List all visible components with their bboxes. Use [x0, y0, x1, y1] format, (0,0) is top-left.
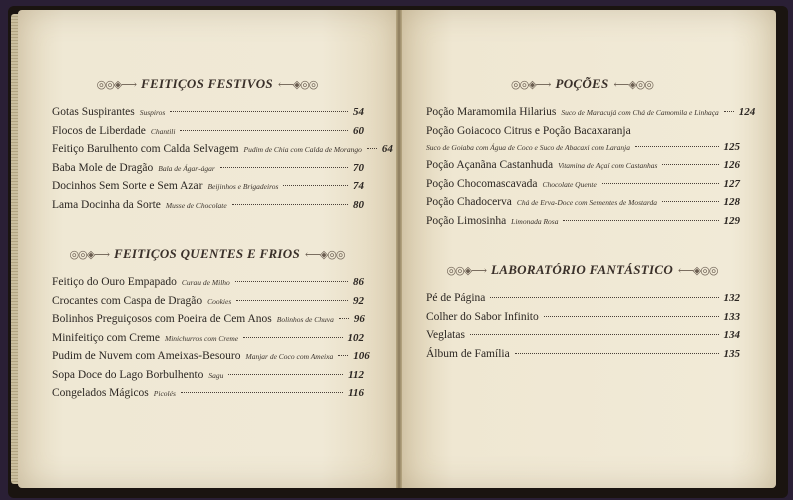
entry-name: Pé de Página: [426, 292, 486, 304]
entry-page-number: 125: [723, 140, 740, 153]
section-title-text: FEITIÇOS FESTIVOS: [141, 76, 273, 91]
dot-leader: [490, 297, 718, 298]
toc-entry: [426, 159, 740, 178]
entry-subtitle: Pudim de Chia com Calda de Morango: [243, 145, 362, 154]
entry-subtitle: Chá de Erva-Doce com Sementes de Mostarda: [516, 198, 658, 207]
entry-subtitle: Suco de Goiaba com Água de Coco e Suco de Abacaxi com Laranja: [426, 142, 630, 152]
toc-entry: [52, 350, 370, 369]
toc-entry: [426, 125, 740, 141]
entry-name: Baba Mole de Dragão: [52, 161, 154, 174]
toc-entry: [52, 143, 393, 162]
entry-page-number: 70: [353, 161, 364, 174]
entry-name: Sopa Doce do Lago Borbulhento: [52, 368, 204, 381]
entry-name: Poção Maramomila Hilarius: [426, 106, 557, 118]
entry-page-number: 74: [353, 180, 364, 192]
dot-leader: [563, 220, 718, 221]
toc-entry: [426, 329, 740, 348]
entry-name: Colher do Sabor Infinito: [426, 310, 539, 323]
dot-leader: [181, 392, 343, 393]
entry-name: Pudim de Nuvem com Ameixas-Besouro: [52, 350, 241, 362]
dot-leader: [662, 201, 718, 202]
entry-subtitle: Suspiros: [139, 108, 166, 117]
toc-feiticos-quentes-e-frios: [52, 276, 370, 406]
toc-entry-continuation: [426, 141, 740, 160]
toc-pocoes: [426, 106, 756, 233]
toc-entry: [426, 196, 740, 215]
entry-page-number: 133: [723, 310, 740, 323]
toc-entry: [52, 369, 364, 388]
ornament-left-icon: ◎◎◈⟶: [511, 78, 551, 91]
entry-name: Poção Chadocerva: [426, 196, 512, 208]
entry-subtitle: Sagu: [208, 370, 224, 380]
dot-leader: [367, 148, 377, 149]
entry-page-number: 124: [738, 106, 756, 118]
section-title-feiticos-festivos: [52, 76, 362, 92]
entry-page-number: 86: [353, 276, 364, 288]
section-title-laboratorio-fantastico: [426, 262, 738, 278]
entry-name: Bolinhos Preguiçosos com Poeira de Cem Anos: [52, 313, 272, 325]
section-title-text: FEITIÇOS QUENTES E FRIOS: [113, 246, 300, 261]
entry-subtitle: Curau de Milho: [181, 278, 230, 287]
entry-page-number: 60: [353, 124, 364, 137]
entry-page-number: 80: [353, 198, 364, 211]
entry-subtitle: Beijinhos e Brigadeiros: [207, 182, 279, 191]
toc-entry: [52, 387, 364, 406]
dot-leader: [338, 355, 348, 356]
entry-name: Álbum de Família: [426, 347, 510, 360]
section-title-feiticos-quentes-e-frios: [52, 246, 362, 262]
entry-name: Poção Chocomascavada: [426, 177, 538, 190]
toc-entry: [52, 180, 364, 199]
dot-leader: [232, 204, 348, 205]
toc-entry: [52, 106, 364, 125]
entry-name: Poção Açanãna Castanhuda: [426, 159, 554, 171]
dot-leader: [724, 111, 734, 112]
entry-page-number: 135: [723, 347, 740, 360]
ornament-left-icon: ◎◎◈⟶: [69, 248, 109, 261]
dot-leader: [635, 146, 719, 147]
toc-entry: [52, 162, 364, 181]
entry-page-number: 126: [723, 159, 740, 171]
entry-subtitle: Manjar de Coco com Ameixa: [245, 352, 334, 361]
toc-entry: [426, 292, 740, 311]
entry-page-number: 106: [353, 350, 370, 362]
entry-page-number: 132: [723, 292, 740, 304]
dot-leader: [339, 318, 349, 319]
dot-leader: [180, 130, 348, 131]
entry-page-number: 64: [381, 143, 393, 155]
section-title-text: LABORATÓRIO FANTÁSTICO: [490, 262, 674, 277]
toc-entry: [426, 106, 756, 125]
entry-subtitle: Chocolate Quente: [542, 179, 597, 189]
toc-entry: [426, 348, 740, 367]
entry-subtitle: Cookies: [207, 296, 232, 306]
entry-subtitle: Vitamina de Açaí com Castanhas: [558, 161, 658, 170]
entry-subtitle: Minichurros com Creme: [164, 333, 239, 343]
ornament-right-icon: ⟵◈◎◎: [678, 264, 718, 277]
section-title-text: POÇÕES: [555, 76, 609, 91]
dot-leader: [236, 300, 348, 301]
ornament-right-icon: ⟵◈◎◎: [277, 78, 318, 91]
entry-name: Docinhos Sem Sorte e Sem Azar: [52, 180, 203, 192]
entry-subtitle: Musse de Chocolate: [165, 200, 227, 210]
dot-leader: [662, 164, 718, 165]
toc-entry: [52, 199, 364, 218]
ornament-right-icon: ⟵◈◎◎: [305, 248, 345, 261]
toc-entry: [52, 295, 364, 314]
ornament-left-icon: ◎◎◈⟶: [96, 78, 137, 91]
ornament-left-icon: ◎◎◈⟶: [446, 264, 486, 277]
entry-page-number: 102: [347, 331, 364, 344]
entry-subtitle: Chantili: [150, 126, 176, 136]
entry-name: Gotas Suspirantes: [52, 106, 135, 118]
dot-leader: [470, 334, 719, 335]
entry-page-number: 96: [353, 313, 365, 325]
dot-leader: [544, 316, 719, 317]
entry-page-number: 128: [723, 196, 740, 208]
toc-entry: [426, 178, 740, 197]
entry-subtitle: Bolinhos de Chuva: [276, 315, 334, 324]
book-spine: [396, 10, 402, 488]
entry-subtitle: Suco de Maracujá com Chá de Camomila e Linhaça: [561, 108, 719, 117]
entry-page-number: 127: [723, 177, 740, 190]
entry-name: Flocos de Liberdade: [52, 124, 146, 137]
dot-leader: [283, 185, 348, 186]
entry-subtitle: Picolés: [153, 389, 176, 398]
toc-entry: [52, 313, 364, 332]
ornament-right-icon: ⟵◈◎◎: [613, 78, 653, 91]
entry-name: Poção Goiacoco Citrus e Poção Bacaxaranja: [426, 124, 631, 137]
entry-page-number: 54: [353, 106, 364, 118]
dot-leader: [220, 167, 348, 168]
dot-leader: [228, 374, 343, 375]
toc-feiticos-festivos: [52, 106, 393, 217]
dot-leader: [235, 281, 348, 282]
entry-subtitle: Bala de Ágar-ágar: [158, 163, 215, 173]
toc-entry: [52, 332, 364, 351]
entry-name: Crocantes com Caspa de Dragão: [52, 294, 203, 307]
dot-leader: [515, 353, 719, 354]
toc-laboratorio-fantastico: [426, 292, 740, 366]
toc-entry: [426, 215, 740, 234]
entry-page-number: 129: [723, 214, 740, 227]
entry-name: Lama Docinha da Sorte: [52, 198, 161, 211]
toc-entry: [52, 125, 364, 144]
entry-page-number: 92: [353, 294, 364, 307]
entry-page-number: 112: [348, 368, 364, 381]
entry-name: Minifeitiço com Creme: [52, 331, 160, 344]
entry-name: Feitiço do Ouro Empapado: [52, 276, 177, 288]
entry-name: Poção Limosinha: [426, 214, 507, 227]
entry-subtitle: Limonada Rosa: [511, 216, 559, 226]
toc-entry: [426, 311, 740, 330]
dot-leader: [602, 183, 719, 184]
entry-name: Veglatas: [426, 329, 465, 341]
toc-entry: [52, 276, 364, 295]
dot-leader: [170, 111, 348, 112]
entry-name: Congelados Mágicos: [52, 387, 149, 399]
entry-page-number: 134: [723, 329, 740, 341]
section-title-pocoes: [426, 76, 738, 92]
dot-leader: [243, 337, 342, 338]
entry-name: Feitiço Barulhento com Calda Selvagem: [52, 143, 239, 155]
entry-page-number: 116: [348, 387, 364, 399]
